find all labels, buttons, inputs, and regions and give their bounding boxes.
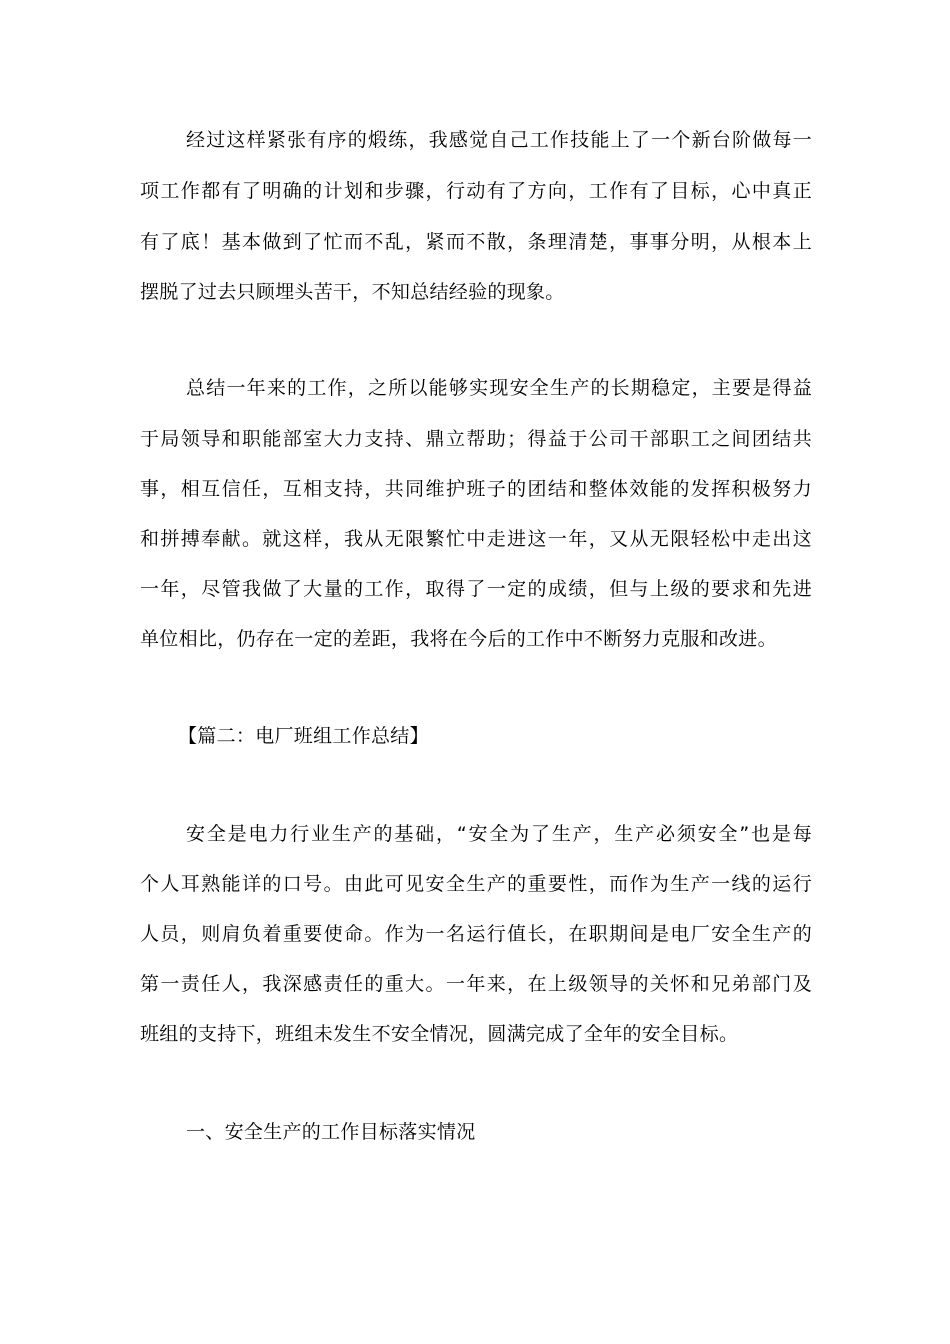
subheading: 一、安全生产的工作目标落实情况 — [186, 1121, 476, 1143]
paragraph-1-line-4: 摆脱了过去只顾埋头苦干，不知总结经验的现象。 — [140, 281, 565, 303]
paragraph-2-line-6: 单位相比，仍存在一定的差距，我将在今后的工作中不断努力克服和改进。 — [140, 628, 777, 650]
paragraph-2-line-3: 事，相互信任，互相支持，共同维护班子的团结和整体效能的发挥积极努力 — [140, 478, 812, 500]
paragraph-2-line-5: 一年，尽管我做了大量的工作，取得了一定的成绩，但与上级的要求和先进 — [140, 578, 812, 600]
paragraph-1-line-2: 项工作都有了明确的计划和步骤，行动有了方向，工作有了目标，心中真正 — [140, 180, 812, 202]
paragraph-2-line-4: 和拼搏奉献。就这样，我从无限繁忙中走进这一年，又从无限轻松中走出这 — [140, 528, 812, 550]
paragraph-3-line-3: 人员，则肩负着重要使命。作为一名运行值长，在职期间是电厂安全生产的 — [140, 923, 812, 945]
paragraph-1-line-3: 有了底！基本做到了忙而不乱，紧而不散，条理清楚，事事分明，从根本上 — [140, 231, 812, 253]
paragraph-1-line-1: 经过这样紧张有序的煅练，我感觉自己工作技能上了一个新台阶做每一 — [186, 129, 812, 151]
paragraph-3-line-2: 个人耳熟能详的口号。由此可见安全生产的重要性，而作为生产一线的运行 — [140, 873, 812, 895]
paragraph-3-line-5: 班组的支持下，班组未发生不安全情况，圆满完成了全年的安全目标。 — [140, 1023, 739, 1045]
section-title: 【篇二：电厂班组工作总结】 — [178, 725, 429, 747]
paragraph-2-line-2: 于局领导和职能部室大力支持、鼎立帮助；得益于公司干部职工之间团结共 — [140, 428, 812, 450]
paragraph-2-line-1: 总结一年来的工作，之所以能够实现安全生产的长期稳定，主要是得益 — [186, 377, 812, 399]
paragraph-3-line-4: 第一责任人，我深感责任的重大。一年来，在上级领导的关怀和兄弟部门及 — [140, 973, 812, 995]
paragraph-3-line-1: 安全是电力行业生产的基础，“安全为了生产，生产必须安全”也是每 — [186, 823, 812, 845]
